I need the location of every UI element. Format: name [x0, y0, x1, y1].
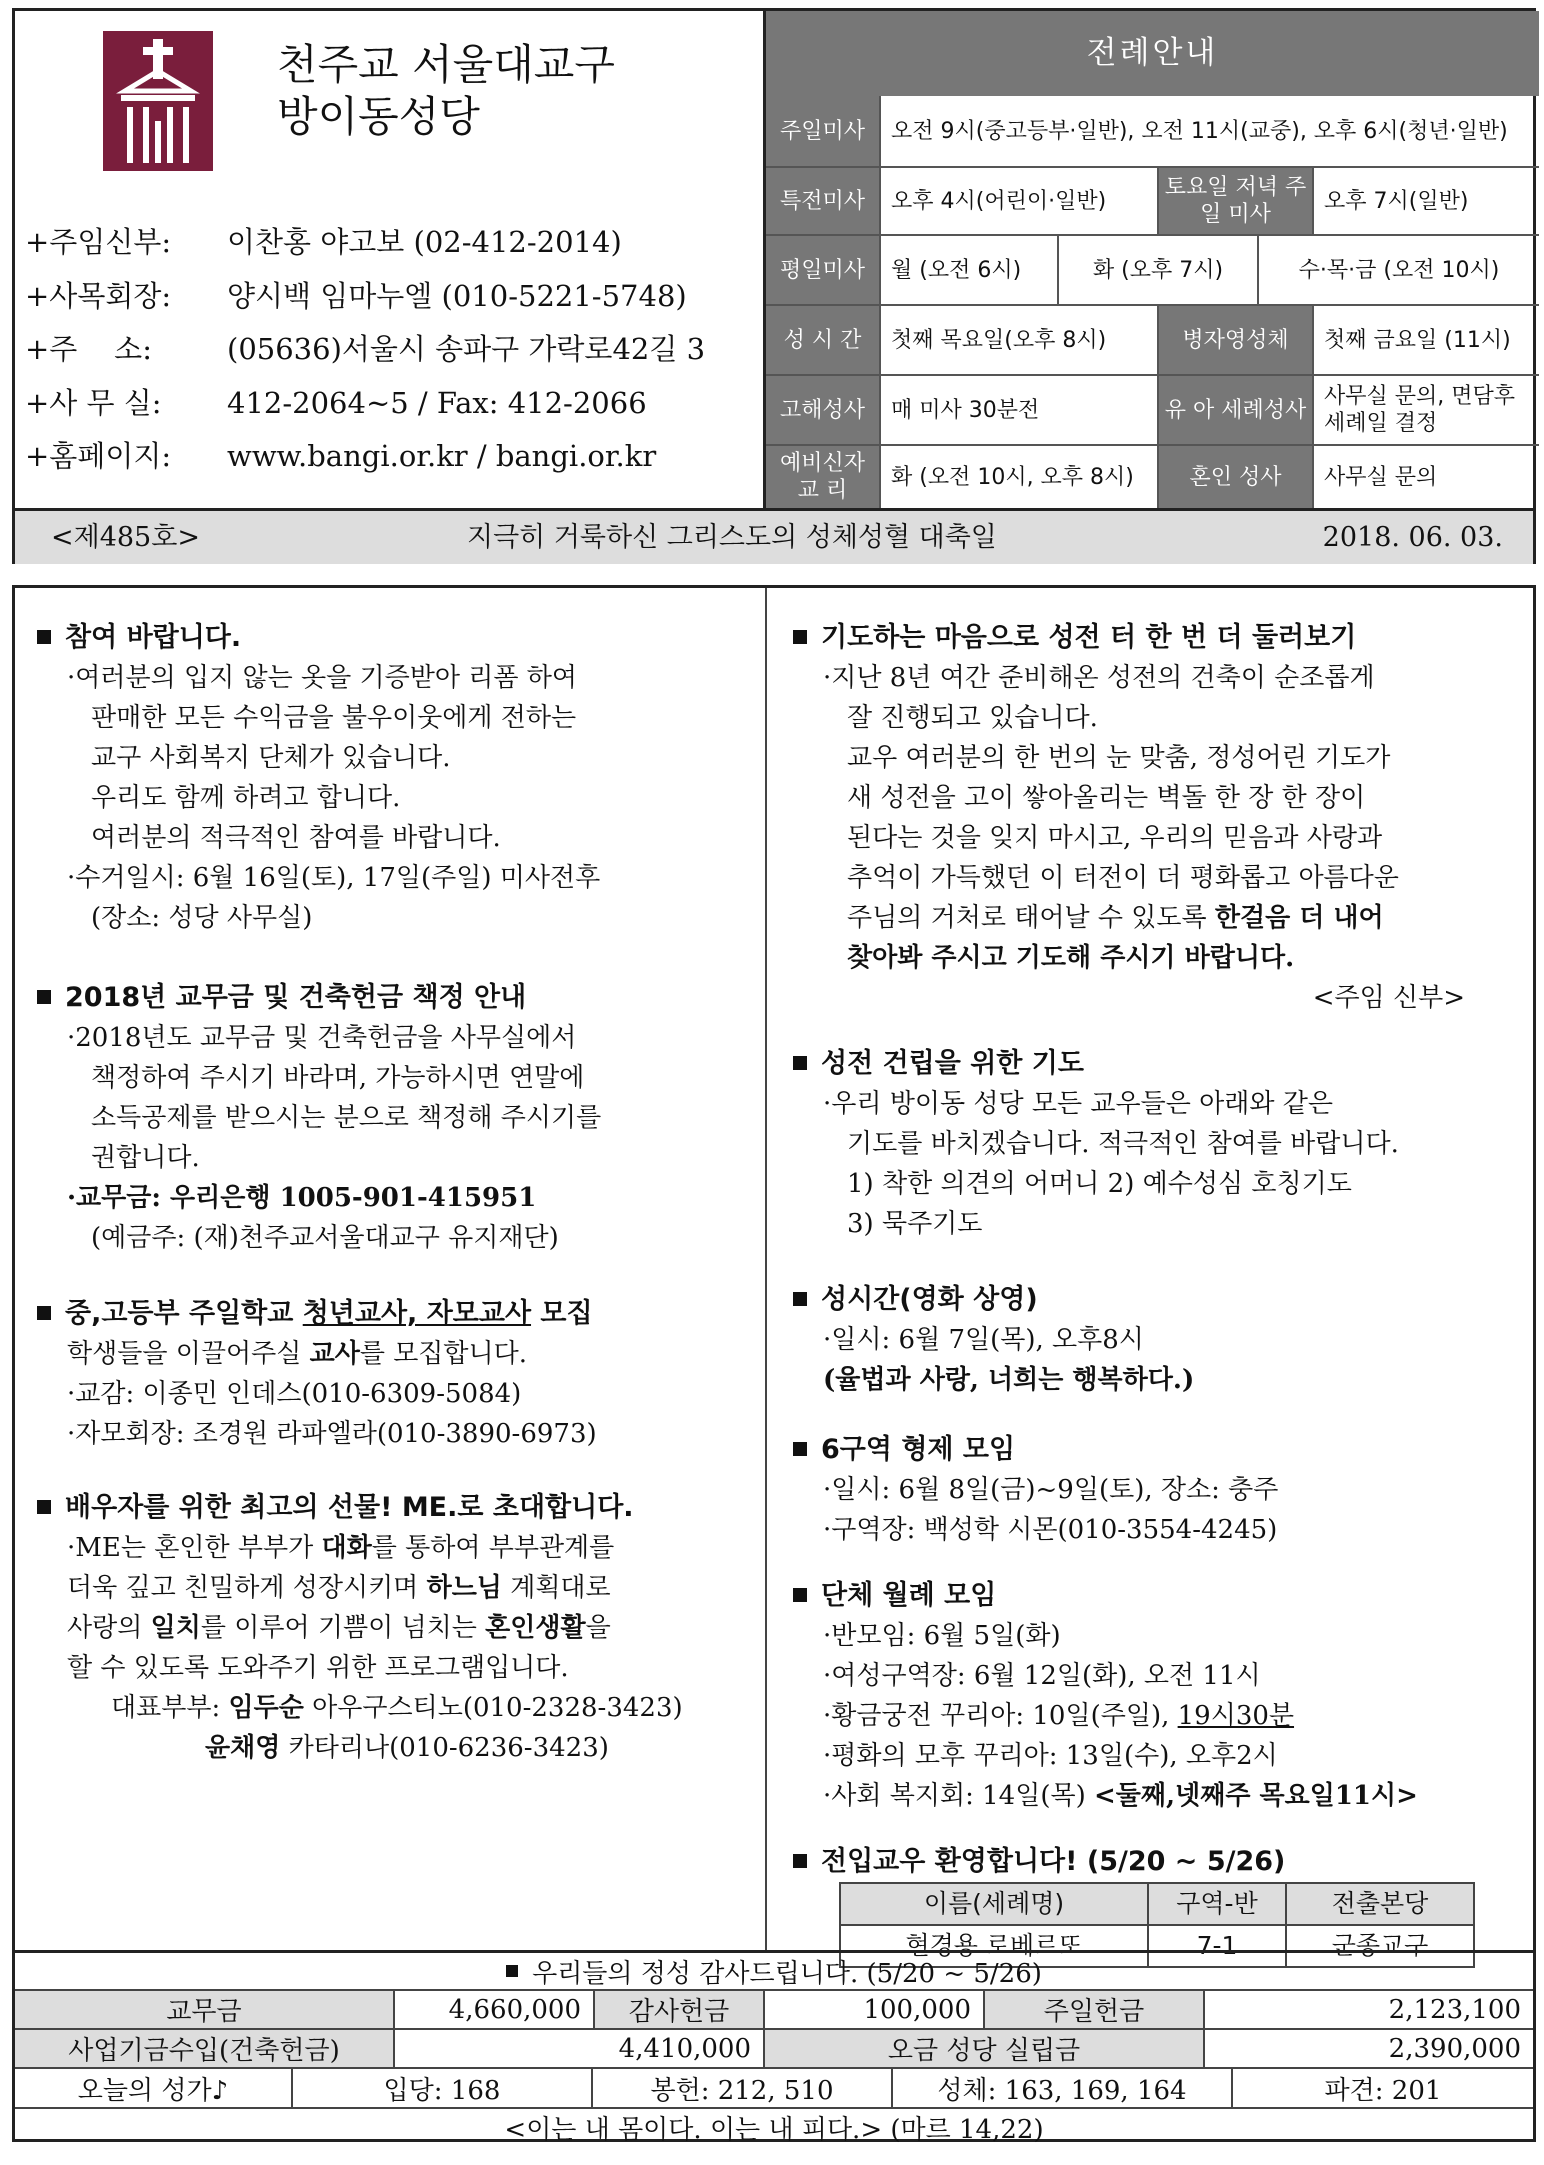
- bulletin-header: [12, 8, 1536, 564]
- thanks-row: [15, 1953, 1533, 1991]
- issue-bar: [15, 508, 1533, 564]
- bank-account: ·교무금: 우리은행 1005-901-415951: [67, 1183, 537, 1213]
- bullet-square-icon: [37, 1306, 51, 1320]
- holy-hour-label: 성 시 간: [766, 306, 881, 376]
- notice-contribution: 2018년 교무금 및 건축헌금 책정 안내 ·2018년도 교무금 및 건축헌금을 사무실에서 책정하여 주시기 바라며, 가능하시면 연말에 소득공제를 받으시는 분으로 책정해 주시기를 권합니다. ·교무금: 우리은행 1005-901-415951 (예금주: (재)천주교서울대교구 유지재단): [31, 978, 751, 1258]
- bullet-square-icon: [793, 1442, 807, 1456]
- notice-church-site: 기도하는 마음으로 성전 터 한 번 더 둘러보기 ·지난 8년 여간 준비해온 성전의 건축이 순조롭게 잘 진행되고 있습니다. 교우 여러분의 한 번의 눈 맞춤, 정성어린 기도가 새 성전을 고이 쌓아올리는 벽돌 한 장 한 장이 된다는 것을 잊지 마시고, 우리의 믿음과 사랑과 추억이 가득했던 이 터전이 더 평화롭고 아름다운 주님의 거처로 태어날 수 있도록 한걸음 더 내어 찾아봐 주시고 기도해 주시기 바랍니다. <주임 신부>: [787, 618, 1525, 1018]
- sunday-mass-label: 주일미사: [766, 96, 881, 168]
- saturday-mass-value: 오후 7시(일반): [1314, 168, 1539, 236]
- issue-number: <제485호>: [51, 522, 200, 553]
- sunday-mass-value: 오전 9시(중고등부·일반), 오전 11시(교중), 오후 6시(청년·일반): [881, 96, 1539, 168]
- bullet-square-icon: [793, 630, 807, 644]
- bullet-square-icon: [37, 1500, 51, 1514]
- bullet-square-icon: [793, 1056, 807, 1070]
- info-council: +사목회장: 양시백 임마누엘 (010-5221-5748): [25, 278, 687, 313]
- left-column: [31, 618, 751, 1794]
- notice-participation: 참여 바랍니다. ·여러분의 입지 않는 옷을 기증받아 리폼 하여 판매한 모든 수익금을 불우이웃에게 전하는 교구 사회복지 단체가 있습니다. 우리도 함께 하려고 합니다. 여러분의 적극적인 참여를 바랍니다. ·수거일시: 6월 16일(토), 17일(주일) 미사전후 (장소: 성당 사무실): [31, 618, 751, 938]
- marriage-value: 사무실 문의: [1324, 464, 1438, 490]
- bullet-square-icon: [37, 630, 51, 644]
- issue-date: 2018. 06. 03.: [1322, 522, 1503, 553]
- offerings-section: [15, 1950, 1533, 2148]
- parish-title: 방이동성당: [277, 92, 480, 141]
- scripture-quote: <이는 내 몸이다. 이는 내 피다.> (마르 14,22): [504, 2114, 1044, 2145]
- catechumen-value: 화 (오전 10시, 오후 8시): [881, 446, 1159, 508]
- confession-label: 고해성사: [766, 376, 881, 446]
- notice-teacher-recruit: 중,고등부 주일학교 청년교사, 자모교사 모집 학생들을 이끌어주실 교사를 모집합니다. ·교감: 이종민 인데스(010-6309-5084) ·자모회장: 조경원 라파엘라(010-3890-6973): [31, 1294, 751, 1454]
- weekday-tue: 화 (오후 7시): [1059, 236, 1259, 306]
- infant-baptism-value: 사무실 문의, 면담후 세례일 결정: [1314, 376, 1539, 446]
- vigil-mass-label: 특전미사: [766, 168, 881, 236]
- info-office: +사 무 실: 412-2064~5 / Fax: 412-2066: [25, 385, 647, 420]
- sick-communion-label: 병자영성체: [1159, 306, 1314, 376]
- column-divider: [765, 588, 767, 1950]
- parish-logo-icon: [103, 31, 213, 171]
- confession-value: 매 미사 30분전: [881, 376, 1159, 446]
- bullet-square-icon: [37, 990, 51, 1004]
- vigil-mass-value: 오후 4시(어린이·일반): [881, 168, 1159, 236]
- info-homepage: +홈페이지: www.bangi.or.kr / bangi.or.kr: [25, 439, 657, 473]
- weekday-mon: 월 (오전 6시): [881, 236, 1059, 306]
- feast-title: 지극히 거룩하신 그리스도의 성체성혈 대축일: [467, 522, 997, 553]
- offering-row-2: 사업기금수입(건축헌금) 4,410,000 오금 성당 실립금 2,390,000: [15, 2030, 1533, 2069]
- notice-district-meeting: 6구역 형제 모임 ·일시: 6월 8일(금)~9일(토), 장소: 충주 ·구역장: 백성학 시몬(010-3554-4245): [787, 1430, 1525, 1550]
- notice-monthly-meetings: 단체 월례 모임 ·반모임: 6월 5일(화) ·여성구역장: 6월 12일(화), 오전 11시 ·황금궁전 꾸리아: 10일(주일), 19시30분 ·평화의 모후 꾸리아: 13일(수), 오후2시 ·사회 복지회: 14일(목) <둘째,넷째주 목요일11시>: [787, 1576, 1525, 1816]
- parish-diocese: 천주교 서울대교구: [277, 40, 615, 89]
- thanks-title: 우리들의 정성 감사드립니다. (5/20 ~ 5/26): [532, 1958, 1042, 1989]
- table-row: 현경용 로베르또 7-1 군종교구: [840, 1925, 1474, 1967]
- info-address: +주 소: (05636)서울시 송파구 가락로42길 3: [25, 332, 706, 366]
- liturgy-schedule: [763, 11, 1539, 508]
- marriage-label: 혼인 성사: [1159, 446, 1314, 508]
- notice-welcome: 전입교우 환영합니다! (5/20 ~ 5/26) 이름(세례명) 구역-반 전출본당 현경용 로베르또 7-1 군종교구: [787, 1842, 1525, 1968]
- holy-hour-value: 첫째 목요일(오후 8시): [881, 306, 1159, 376]
- bullet-square-icon: [506, 1965, 518, 1977]
- info-pastor: +주임신부: 이찬홍 야고보 (02-412-2014): [25, 225, 622, 259]
- pastor-signature: <주임 신부>: [1312, 983, 1465, 1013]
- weekday-wed-fri: 수·목·금 (오전 10시): [1259, 236, 1539, 306]
- saturday-mass-label: 토요일 저녁 주일 미사: [1159, 168, 1314, 236]
- notice-me-program: 배우자를 위한 최고의 선물! ME.로 초대합니다. ·ME는 혼인한 부부가 대화를 통하여 부부관계를 더욱 깊고 친밀하게 성장시키며 하느님 계획대로 사랑의 일치를 이루어 기쁨이 넘치는 혼인생활을 할 수 있도록 도와주기 위한 프로그램입니다. 대표부부: 임두순 아우구스티노(010-2328-3423) 윤채영 카타리나(010-6236-3423): [31, 1488, 751, 1768]
- bullet-square-icon: [793, 1292, 807, 1306]
- table-header-row: 이름(세례명) 구역-반 전출본당: [840, 1883, 1474, 1925]
- sick-communion-value: 첫째 금요일 (11시): [1314, 306, 1539, 376]
- right-column: [787, 618, 1525, 1994]
- notice-holy-hour: 성시간(영화 상영) ·일시: 6월 7일(목), 오후8시 (율법과 사랑, 너희는 행복하다.): [787, 1280, 1525, 1400]
- parish-name: [277, 39, 615, 143]
- infant-baptism-label: 유 아 세례성사: [1159, 376, 1314, 446]
- catechumen-label: 예비신자 교 리: [766, 446, 881, 508]
- quote-row: [15, 2109, 1533, 2145]
- weekday-mass-label: 평일미사: [766, 236, 881, 306]
- bulletin-body: [12, 585, 1536, 2145]
- bullet-square-icon: [793, 1588, 807, 1602]
- hymn-label: 오늘의 성가♪: [15, 2069, 293, 2107]
- schedule-title: 전례안내: [766, 11, 1539, 96]
- parish-info: [25, 216, 705, 484]
- offering-row-1: 교무금 4,660,000 감사헌금 100,000 주일헌금 2,123,100: [15, 1991, 1533, 2030]
- bullet-square-icon: [793, 1854, 807, 1868]
- notice-prayer: 성전 건립을 위한 기도 ·우리 방이동 성당 모든 교우들은 아래와 같은 기도를 바치겠습니다. 적극적인 참여를 바랍니다. 1) 착한 의견의 어머니 2) 예수성심 호칭기도 3) 묵주기도: [787, 1044, 1525, 1244]
- hymn-row: 오늘의 성가♪ 입당: 168 봉헌: 212, 510 성체: 163, 169, 164 파견: 201: [15, 2069, 1533, 2109]
